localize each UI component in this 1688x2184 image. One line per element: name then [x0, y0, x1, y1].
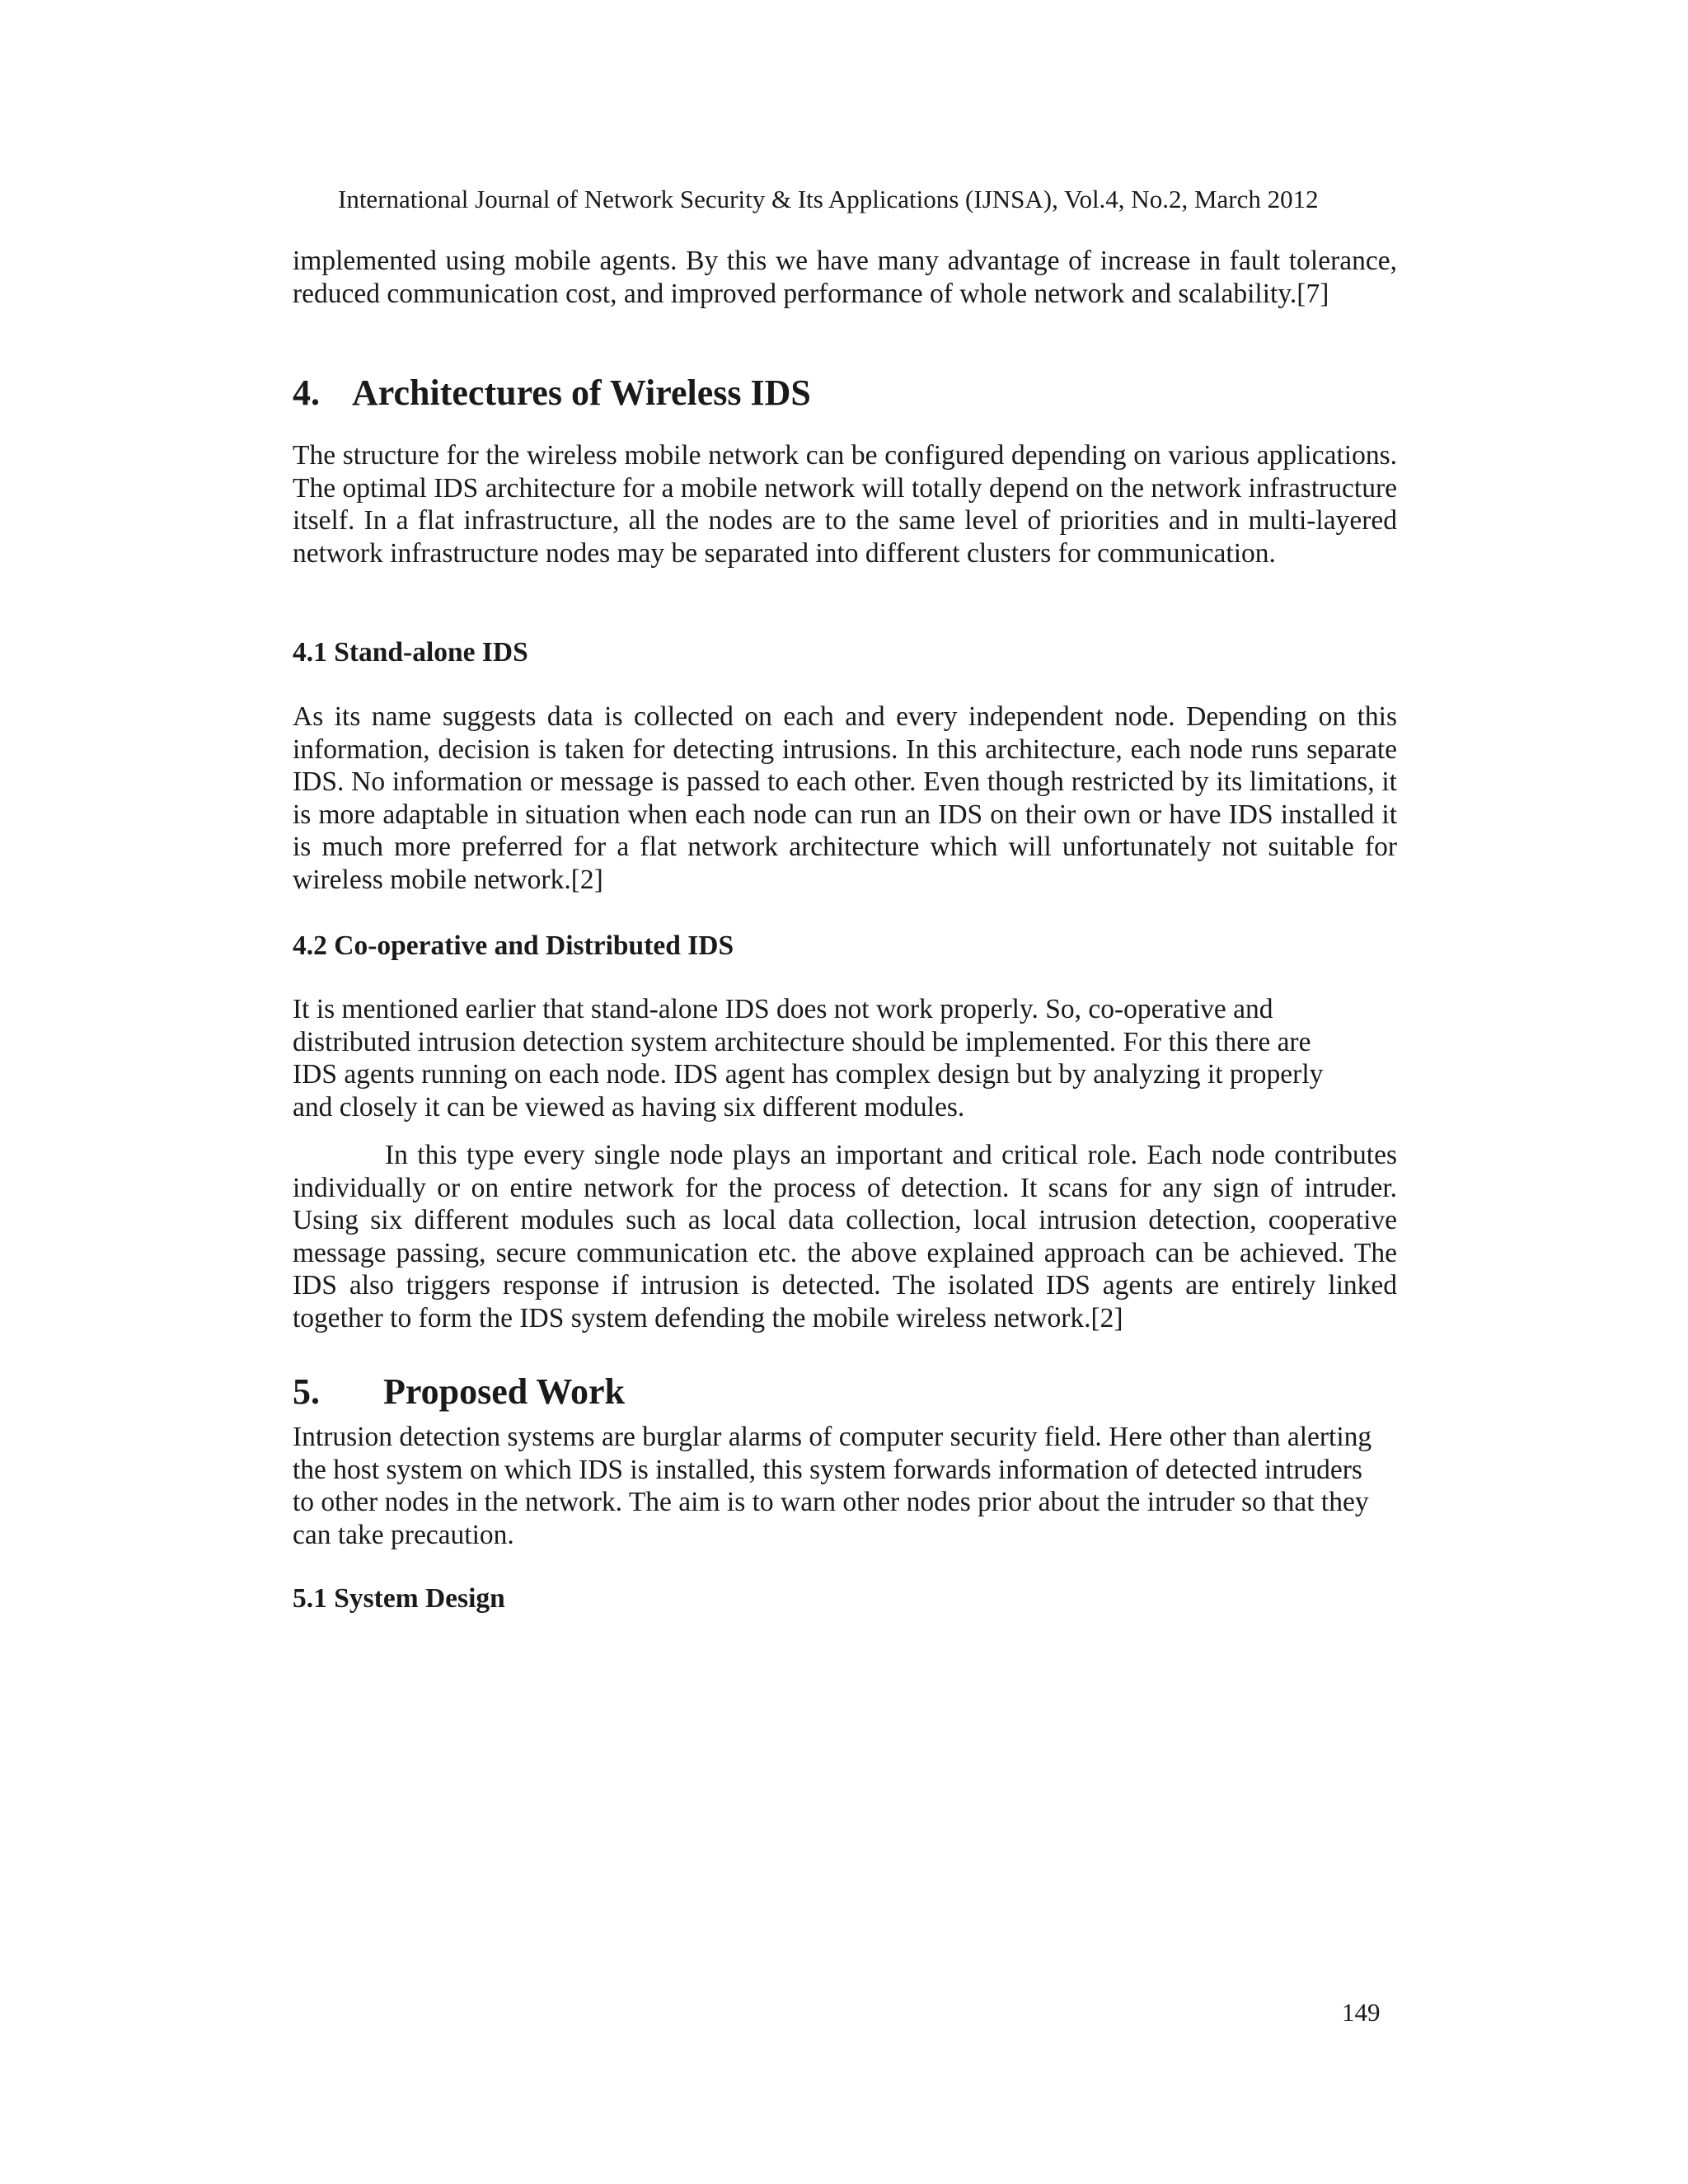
subsection-4-2-paragraph-1-block [293, 993, 1356, 1123]
subsection-4-1-heading: 4.1 Stand-alone IDS [293, 637, 528, 668]
subsection-4-1-paragraph: As its name suggests data is collected on each and every independent node. Depending on this information, decision is taken for detecting intrusions. In this architecture, each node runs separate IDS. No information or message is passed to each other. Even though restricted by its limitations, it is more adaptable in situation when each node can run an IDS on their own or have IDS installed it is much more preferred for a flat network architecture which will unfortunately not suitable for wireless mobile network.[2] [293, 701, 1397, 895]
subsection-4-2-heading: 4.2 Co-operative and Distributed IDS [293, 930, 734, 961]
running-header: International Journal of Network Security & Its Applications (IJNSA), Vol.4, No.2, March 2012 [338, 185, 1319, 213]
subsection-4-2-paragraph-2-block [293, 1139, 1397, 1334]
subsection-4-2-paragraph-1: It is mentioned earlier that stand-alone IDS does not work properly. So, co-operative and distributed intrusion detection system architecture should be implemented. For this there are IDS agents running on each node. IDS agent has complex design but by analyzing it properly and closely it can be viewed as having six different modules. [293, 994, 1324, 1122]
section-4-paragraph: The structure for the wireless mobile network can be configured depending on various applications. The optimal IDS architecture for a mobile network will totally depend on the network infrastructure itself. In a flat infrastructure, all the nodes are to the same level of priorities and in multi-layered network infrastructure nodes may be separated into different clusters for communication. [293, 440, 1397, 569]
subsection-4-2-heading-block [293, 930, 1397, 963]
section-5-number: 5. [293, 1371, 320, 1412]
section-4-heading [293, 372, 1397, 415]
section-5-heading [293, 1371, 1397, 1413]
section-5-paragraph: Intrusion detection systems are burglar alarms of computer security field. Here other than alerting the host system on which IDS is installed, this system forwards information of detected intruders to other nodes in the network. The aim is to warn other nodes prior about the intruder so that they can take precaution. [293, 1422, 1372, 1550]
section-5-title: Proposed Work [383, 1371, 625, 1412]
subsection-4-1-heading-block [293, 636, 1397, 669]
section-4-number: 4. [293, 373, 320, 413]
section-4-title: Architectures of Wireless IDS [352, 373, 811, 413]
subsection-4-2-paragraph-2: In this type every single node plays an important and critical role. Each node contributes individually or on entire network for the process of detection. It scans for any sign of intruder. Using six different modules such as local data collection, local intrusion detection, cooperative message passing, secure communication etc. the above explained approach can be achieved. The IDS also triggers response if intrusion is detected. The isolated IDS agents are entirely linked together to form the IDS system defending the mobile wireless network.[2] [293, 1140, 1397, 1333]
subsection-5-1-heading: 5.1 System Design [293, 1583, 505, 1614]
section-4-paragraph-block [293, 439, 1397, 569]
intro-paragraph: implemented using mobile agents. By this we have many advantage of increase in fault tolerance, reduced communication cost, and improved performance of whole network and scalability.[7] [293, 246, 1397, 309]
subsection-5-1-heading-block [293, 1582, 1397, 1615]
page-number: 149 [1342, 1998, 1381, 2027]
intro-paragraph-block [293, 245, 1397, 310]
section-5-paragraph-block [293, 1421, 1381, 1551]
subsection-4-1-paragraph-block [293, 701, 1397, 896]
